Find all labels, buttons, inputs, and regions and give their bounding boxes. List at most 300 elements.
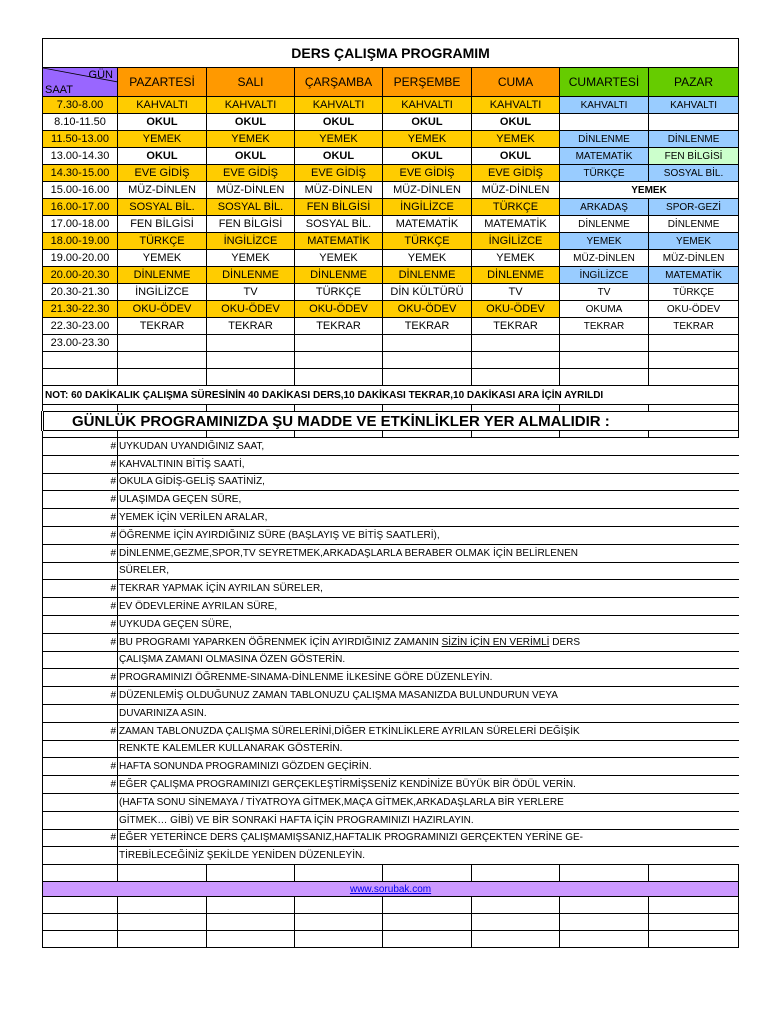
activity-cell: YEMEK xyxy=(295,250,383,267)
activity-cell: İNGİLİZCE xyxy=(472,233,560,250)
weekend-activity-cell: DİNLENME xyxy=(560,131,649,148)
website-cell xyxy=(43,882,739,897)
guide-item-text: DÜZENLEMİŞ OLDUĞUNUZ ZAMAN TABLONUZU ÇALIŞMA MASANIZDA BULUNDURUN VEYA xyxy=(118,687,739,705)
schedule-row xyxy=(43,301,739,318)
activity-cell: YEMEK xyxy=(383,131,472,148)
corner-label-gun: GÜN xyxy=(88,69,113,81)
activity-cell: TV xyxy=(472,284,560,301)
guide-item-row xyxy=(43,829,739,847)
time-slot: 14.30-15.00 xyxy=(43,165,118,182)
activity-cell: OKUL xyxy=(207,114,295,131)
guide-item-row xyxy=(43,580,739,598)
schedule-row xyxy=(43,216,739,233)
day-header: ÇARŞAMBA xyxy=(295,68,383,97)
time-slot: 8.10-11.50 xyxy=(43,114,118,131)
time-slot: 16.00-17.00 xyxy=(43,199,118,216)
guide-item-text: GİTMEK… GİBİ) VE BİR SONRAKİ HAFTA İÇİN PROGRAMINIZI HAZIRLAYIN. xyxy=(118,811,739,829)
bullet-hash: # xyxy=(43,544,118,562)
bullet-hash: # xyxy=(43,526,118,544)
empty-cell xyxy=(383,405,472,412)
activity-cell xyxy=(295,335,383,352)
empty-cell xyxy=(649,369,739,386)
guide-item-row xyxy=(43,740,739,758)
empty-cell xyxy=(118,897,207,914)
guide-item-row xyxy=(43,544,739,562)
spacer-row xyxy=(43,431,739,438)
empty-cell xyxy=(295,865,383,882)
activity-cell: TV xyxy=(207,284,295,301)
weekend-activity-cell: KAHVALTI xyxy=(649,97,739,114)
guide-title-row xyxy=(43,412,739,431)
empty-row xyxy=(43,931,739,948)
bullet-hash: # xyxy=(43,473,118,491)
weekend-activity-cell: SOSYAL BİL. xyxy=(649,165,739,182)
empty-cell xyxy=(118,865,207,882)
weekend-activity-cell: TV xyxy=(560,284,649,301)
corner-label-saat: SAAT xyxy=(45,84,73,96)
activity-cell: OKU-ÖDEV xyxy=(207,301,295,318)
activity-cell: EVE GİDİŞ xyxy=(472,165,560,182)
guide-item-row xyxy=(43,455,739,473)
empty-cell xyxy=(118,914,207,931)
guide-item-text: UYKUDAN UYANDIĞINIZ SAAT, xyxy=(118,438,739,456)
empty-cell xyxy=(472,431,560,438)
activity-cell: YEMEK xyxy=(207,131,295,148)
time-slot: 18.00-19.00 xyxy=(43,233,118,250)
activity-cell: TÜRKÇE xyxy=(383,233,472,250)
schedule-row xyxy=(43,131,739,148)
weekend-activity-cell: TEKRAR xyxy=(649,318,739,335)
guide-item-row xyxy=(43,438,739,456)
weekend-activity-cell: DİNLENME xyxy=(649,216,739,233)
activity-cell: SOSYAL BİL. xyxy=(295,216,383,233)
activity-cell: SOSYAL BİL. xyxy=(207,199,295,216)
guide-item-row xyxy=(43,722,739,740)
bullet-hash xyxy=(43,704,118,722)
weekend-activity-cell: MATEMATİK xyxy=(560,148,649,165)
empty-cell xyxy=(560,352,649,369)
weekend-activity-cell xyxy=(560,335,649,352)
empty-cell xyxy=(43,431,118,438)
day-header: SALI xyxy=(207,68,295,97)
bullet-hash: # xyxy=(43,669,118,687)
guide-item-text: ÖĞRENME İÇİN AYIRDIĞINIZ SÜRE (BAŞLAYIŞ VE BİTİŞ SAATLERİ), xyxy=(118,526,739,544)
activity-cell xyxy=(118,335,207,352)
guide-item-text: YEMEK İÇİN VERİLEN ARALAR, xyxy=(118,509,739,527)
activity-cell: MÜZ-DİNLEN xyxy=(295,182,383,199)
activity-cell: KAHVALTI xyxy=(207,97,295,114)
guide-item-text: PROGRAMINIZI ÖĞRENME-SINAMA-DİNLENME İLKESİNE GÖRE DÜZENLEYİN. xyxy=(118,669,739,687)
activity-cell: MATEMATİK xyxy=(295,233,383,250)
time-slot: 17.00-18.00 xyxy=(43,216,118,233)
bullet-hash: # xyxy=(43,776,118,794)
guide-item-row xyxy=(43,651,739,669)
guide-item-text: EĞER YETERİNCE DERS ÇALIŞMAMIŞSANIZ,HAFTALIK PROGRAMINIZI GERÇEKTEN YERİNE GE- xyxy=(118,829,739,847)
activity-cell: TÜRKÇE xyxy=(295,284,383,301)
activity-cell: MÜZ-DİNLEN xyxy=(207,182,295,199)
activity-cell: YEMEK xyxy=(383,250,472,267)
weekend-activity-cell: YEMEK xyxy=(560,182,739,199)
empty-cell xyxy=(118,352,207,369)
activity-cell: MATEMATİK xyxy=(383,216,472,233)
activity-cell: TEKRAR xyxy=(295,318,383,335)
empty-cell xyxy=(295,431,383,438)
empty-cell xyxy=(649,897,739,914)
activity-cell: OKU-ÖDEV xyxy=(472,301,560,318)
activity-cell: DİNLENME xyxy=(118,267,207,284)
guide-item-row xyxy=(43,776,739,794)
schedule-row xyxy=(43,335,739,352)
guide-title: GÜNLÜK PROGRAMINIZDA ŞU MADDE VE ETKİNLİKLER YER ALMALIDIR : xyxy=(43,412,739,431)
activity-cell: TEKRAR xyxy=(472,318,560,335)
bullet-hash: # xyxy=(43,598,118,616)
guide-item-text: RENKTE KALEMLER KULLANARAK GÖSTERİN. xyxy=(118,740,739,758)
empty-cell xyxy=(383,914,472,931)
empty-cell xyxy=(207,865,295,882)
empty-cell xyxy=(118,369,207,386)
bullet-hash xyxy=(43,847,118,865)
weekend-activity-cell: YEMEK xyxy=(649,233,739,250)
day-header: CUMA xyxy=(472,68,560,97)
empty-cell xyxy=(295,369,383,386)
schedule-row xyxy=(43,233,739,250)
empty-cell xyxy=(383,352,472,369)
activity-cell: OKUL xyxy=(472,114,560,131)
guide-item-text: OKULA GİDİŞ-GELİŞ SAATİNİZ, xyxy=(118,473,739,491)
bullet-hash: # xyxy=(43,615,118,633)
weekend-activity-cell: İNGİLİZCE xyxy=(560,267,649,284)
guide-item-text: ZAMAN TABLONUZDA ÇALIŞMA SÜRELERİNİ,DİĞER ETKİNLİKLERE AYRILAN SÜRELERİ DEĞİŞİK xyxy=(118,722,739,740)
empty-cell xyxy=(560,431,649,438)
schedule-row xyxy=(43,97,739,114)
activity-cell: OKUL xyxy=(295,148,383,165)
bullet-hash: # xyxy=(43,722,118,740)
weekend-activity-cell: TEKRAR xyxy=(560,318,649,335)
time-slot: 11.50-13.00 xyxy=(43,131,118,148)
empty-cell xyxy=(295,931,383,948)
guide-item-row xyxy=(43,704,739,722)
guide-item-row xyxy=(43,687,739,705)
guide-item-text: TEKRAR YAPMAK İÇİN AYRILAN SÜRELER, xyxy=(118,580,739,598)
empty-cell xyxy=(207,931,295,948)
time-slot: 15.00-16.00 xyxy=(43,182,118,199)
activity-cell: KAHVALTI xyxy=(472,97,560,114)
empty-cell xyxy=(207,369,295,386)
empty-cell xyxy=(207,914,295,931)
empty-cell xyxy=(43,897,118,914)
guide-item-text: KAHVALTININ BİTİŞ SAATİ, xyxy=(118,455,739,473)
activity-cell: TEKRAR xyxy=(118,318,207,335)
weekend-activity-cell xyxy=(649,335,739,352)
weekend-activity-cell: YEMEK xyxy=(560,233,649,250)
schedule-row xyxy=(43,165,739,182)
guide-item-row xyxy=(43,811,739,829)
empty-cell xyxy=(118,405,207,412)
guide-item-underlined: SİZİN İÇİN EN VERİMLİ xyxy=(441,636,550,648)
day-header: PERŞEMBE xyxy=(383,68,472,97)
schedule-row xyxy=(43,267,739,284)
note-text: NOT: 60 DAKİKALIK ÇALIŞMA SÜRESİNİN 40 DAKİKASI DERS,10 DAKİKASI TEKRAR,10 DAKİKASI ARA İÇİN AYRILDI xyxy=(43,386,739,405)
activity-cell: DİNLENME xyxy=(207,267,295,284)
activity-cell: YEMEK xyxy=(118,131,207,148)
activity-cell: DİNLENME xyxy=(472,267,560,284)
empty-cell xyxy=(649,352,739,369)
weekend-activity-cell: DİNLENME xyxy=(560,216,649,233)
activity-cell: OKUL xyxy=(472,148,560,165)
activity-cell: YEMEK xyxy=(207,250,295,267)
empty-cell xyxy=(472,865,560,882)
bullet-hash: # xyxy=(43,580,118,598)
bullet-hash: # xyxy=(43,509,118,527)
activity-cell: KAHVALTI xyxy=(118,97,207,114)
schedule-row xyxy=(43,114,739,131)
empty-row xyxy=(43,865,739,882)
corner-header xyxy=(43,68,118,97)
schedule-row xyxy=(43,250,739,267)
weekend-activity-cell: TÜRKÇE xyxy=(649,284,739,301)
activity-cell: EVE GİDİŞ xyxy=(383,165,472,182)
weekend-activity-cell: OKU-ÖDEV xyxy=(649,301,739,318)
guide-item-text xyxy=(118,633,739,651)
guide-item-text: (HAFTA SONU SİNEMAYA / TİYATROYA GİTMEK,MAÇA GİTMEK,ARKADAŞLARLA BİR YERLERE xyxy=(118,793,739,811)
activity-cell: MÜZ-DİNLEN xyxy=(472,182,560,199)
empty-row xyxy=(43,914,739,931)
empty-cell xyxy=(649,431,739,438)
guide-item-text: SÜRELER, xyxy=(118,562,739,580)
activity-cell: FEN BİLGİSİ xyxy=(295,199,383,216)
empty-cell xyxy=(472,405,560,412)
website-row xyxy=(43,882,739,897)
empty-cell xyxy=(472,931,560,948)
bullet-hash xyxy=(43,740,118,758)
guide-item-row xyxy=(43,633,739,651)
activity-cell: DİNLENME xyxy=(295,267,383,284)
empty-cell xyxy=(383,865,472,882)
activity-cell: YEMEK xyxy=(295,131,383,148)
guide-item-text: EV ÖDEVLERİNE AYRILAN SÜRE, xyxy=(118,598,739,616)
empty-cell xyxy=(118,931,207,948)
weekend-activity-cell: KAHVALTI xyxy=(560,97,649,114)
guide-item-row xyxy=(43,847,739,865)
empty-cell xyxy=(43,931,118,948)
weekend-activity-cell: TÜRKÇE xyxy=(560,165,649,182)
activity-cell: SOSYAL BİL. xyxy=(118,199,207,216)
schedule-row xyxy=(43,318,739,335)
activity-cell: EVE GİDİŞ xyxy=(118,165,207,182)
weekend-activity-cell: OKUMA xyxy=(560,301,649,318)
weekend-activity-cell xyxy=(560,114,649,131)
study-schedule-sheet xyxy=(41,38,737,948)
activity-cell: DİNLENME xyxy=(383,267,472,284)
spacer-row xyxy=(43,405,739,412)
activity-cell: İNGİLİZCE xyxy=(207,233,295,250)
activity-cell: TEKRAR xyxy=(207,318,295,335)
time-slot: 19.00-20.00 xyxy=(43,250,118,267)
activity-cell: TÜRKÇE xyxy=(472,199,560,216)
empty-cell xyxy=(560,897,649,914)
empty-cell xyxy=(472,914,560,931)
guide-item-row xyxy=(43,509,739,527)
guide-item-row xyxy=(43,615,739,633)
empty-cell xyxy=(560,914,649,931)
time-slot: 7.30-8.00 xyxy=(43,97,118,114)
guide-item-row xyxy=(43,758,739,776)
empty-cell xyxy=(472,897,560,914)
schedule-table xyxy=(41,38,739,948)
empty-cell xyxy=(43,352,118,369)
activity-cell: OKUL xyxy=(383,114,472,131)
empty-row xyxy=(43,352,739,369)
activity-cell: EVE GİDİŞ xyxy=(207,165,295,182)
activity-cell: DİN KÜLTÜRÜ xyxy=(383,284,472,301)
activity-cell: İNGİLİZCE xyxy=(383,199,472,216)
activity-cell: TÜRKÇE xyxy=(118,233,207,250)
schedule-row xyxy=(43,284,739,301)
activity-cell: TEKRAR xyxy=(383,318,472,335)
guide-item-text: ÇALIŞMA ZAMANI OLMASINA ÖZEN GÖSTERİN. xyxy=(118,651,739,669)
bullet-hash xyxy=(43,562,118,580)
empty-cell xyxy=(560,369,649,386)
guide-item-text-part: BU PROGRAMI YAPARKEN ÖĞRENMEK İÇİN AYIRDIĞINIZ ZAMANIN xyxy=(119,636,442,648)
empty-cell xyxy=(43,914,118,931)
activity-cell: İNGİLİZCE xyxy=(118,284,207,301)
activity-cell xyxy=(207,335,295,352)
weekend-activity-cell: ARKADAŞ xyxy=(560,199,649,216)
schedule-row xyxy=(43,199,739,216)
activity-cell xyxy=(472,335,560,352)
empty-cell xyxy=(472,369,560,386)
activity-cell: OKU-ÖDEV xyxy=(383,301,472,318)
weekend-activity-cell: MÜZ-DİNLEN xyxy=(560,250,649,267)
empty-cell xyxy=(207,431,295,438)
weekend-activity-cell: MATEMATİK xyxy=(649,267,739,284)
weekend-activity-cell xyxy=(649,114,739,131)
activity-cell: OKUL xyxy=(118,114,207,131)
empty-cell xyxy=(43,369,118,386)
empty-cell xyxy=(207,897,295,914)
guide-item-text: HAFTA SONUNDA PROGRAMINIZI GÖZDEN GEÇİRİN. xyxy=(118,758,739,776)
activity-cell: OKUL xyxy=(118,148,207,165)
weekend-activity-cell: SPOR-GEZİ xyxy=(649,199,739,216)
guide-item-row xyxy=(43,562,739,580)
note-row xyxy=(43,386,739,405)
activity-cell: EVE GİDİŞ xyxy=(295,165,383,182)
empty-cell xyxy=(472,352,560,369)
empty-cell xyxy=(560,931,649,948)
activity-cell: OKU-ÖDEV xyxy=(118,301,207,318)
activity-cell: OKU-ÖDEV xyxy=(295,301,383,318)
time-slot: 20.00-20.30 xyxy=(43,267,118,284)
time-slot: 21.30-22.30 xyxy=(43,301,118,318)
guide-item-row xyxy=(43,473,739,491)
activity-cell: OKUL xyxy=(207,148,295,165)
schedule-row xyxy=(43,148,739,165)
bullet-hash: # xyxy=(43,491,118,509)
guide-item-row xyxy=(43,669,739,687)
guide-item-row xyxy=(43,491,739,509)
activity-cell: FEN BİLGİSİ xyxy=(207,216,295,233)
activity-cell: OKUL xyxy=(295,114,383,131)
activity-cell: MÜZ-DİNLEN xyxy=(383,182,472,199)
page-title: DERS ÇALIŞMA PROGRAMIM xyxy=(43,39,739,68)
guide-item-row xyxy=(43,793,739,811)
time-slot: 22.30-23.00 xyxy=(43,318,118,335)
bullet-hash: # xyxy=(43,633,118,651)
day-header: PAZAR xyxy=(649,68,739,97)
empty-cell xyxy=(118,431,207,438)
empty-cell xyxy=(295,914,383,931)
empty-cell xyxy=(649,405,739,412)
empty-cell xyxy=(295,352,383,369)
guide-item-text-part: DERS xyxy=(549,636,580,648)
guide-item-text: TİREBİLECEĞİNİZ ŞEKİLDE YENİDEN DÜZENLEYİN. xyxy=(118,847,739,865)
empty-cell xyxy=(295,405,383,412)
empty-cell xyxy=(383,431,472,438)
activity-cell: KAHVALTI xyxy=(295,97,383,114)
empty-cell xyxy=(560,865,649,882)
activity-cell: FEN BİLGİSİ xyxy=(118,216,207,233)
empty-cell xyxy=(383,931,472,948)
time-slot: 13.00-14.30 xyxy=(43,148,118,165)
guide-item-text: UYKUDA GEÇEN SÜRE, xyxy=(118,615,739,633)
website-link[interactable]: www.sorubak.com xyxy=(349,883,432,895)
weekend-activity-cell: DİNLENME xyxy=(649,131,739,148)
empty-cell xyxy=(649,914,739,931)
activity-cell: YEMEK xyxy=(118,250,207,267)
empty-cell xyxy=(383,369,472,386)
empty-cell xyxy=(649,931,739,948)
time-slot: 20.30-21.30 xyxy=(43,284,118,301)
guide-item-text: DİNLENME,GEZME,SPOR,TV SEYRETMEK,ARKADAŞLARLA BERABER OLMAK İÇİN BELİRLENEN xyxy=(118,544,739,562)
bullet-hash xyxy=(43,651,118,669)
activity-cell: OKUL xyxy=(383,148,472,165)
bullet-hash: # xyxy=(43,455,118,473)
empty-row xyxy=(43,897,739,914)
activity-cell xyxy=(383,335,472,352)
weekend-activity-cell: MÜZ-DİNLEN xyxy=(649,250,739,267)
day-header: CUMARTESİ xyxy=(560,68,649,97)
activity-cell: KAHVALTI xyxy=(383,97,472,114)
bullet-hash xyxy=(43,811,118,829)
empty-cell xyxy=(43,865,118,882)
activity-cell: YEMEK xyxy=(472,131,560,148)
empty-row xyxy=(43,369,739,386)
guide-item-row xyxy=(43,598,739,616)
empty-cell xyxy=(560,405,649,412)
guide-item-text: EĞER ÇALIŞMA PROGRAMINIZI GERÇEKLEŞTİRMİŞSENİZ KENDİNİZE BÜYÜK BİR ÖDÜL VERİN. xyxy=(118,776,739,794)
bullet-hash: # xyxy=(43,829,118,847)
bullet-hash xyxy=(43,793,118,811)
day-header: PAZARTESİ xyxy=(118,68,207,97)
activity-cell: MATEMATİK xyxy=(472,216,560,233)
weekend-activity-cell: FEN BİLGİSİ xyxy=(649,148,739,165)
empty-cell xyxy=(295,897,383,914)
empty-cell xyxy=(207,405,295,412)
guide-item-text: DUVARINIZA ASIN. xyxy=(118,704,739,722)
time-slot: 23.00-23.30 xyxy=(43,335,118,352)
empty-cell xyxy=(383,897,472,914)
guide-item-row xyxy=(43,526,739,544)
bullet-hash: # xyxy=(43,687,118,705)
activity-cell: MÜZ-DİNLEN xyxy=(118,182,207,199)
activity-cell: YEMEK xyxy=(472,250,560,267)
bullet-hash: # xyxy=(43,758,118,776)
empty-cell xyxy=(43,405,118,412)
schedule-row xyxy=(43,182,739,199)
guide-item-text: ULAŞIMDA GEÇEN SÜRE, xyxy=(118,491,739,509)
empty-cell xyxy=(649,865,739,882)
empty-cell xyxy=(207,352,295,369)
